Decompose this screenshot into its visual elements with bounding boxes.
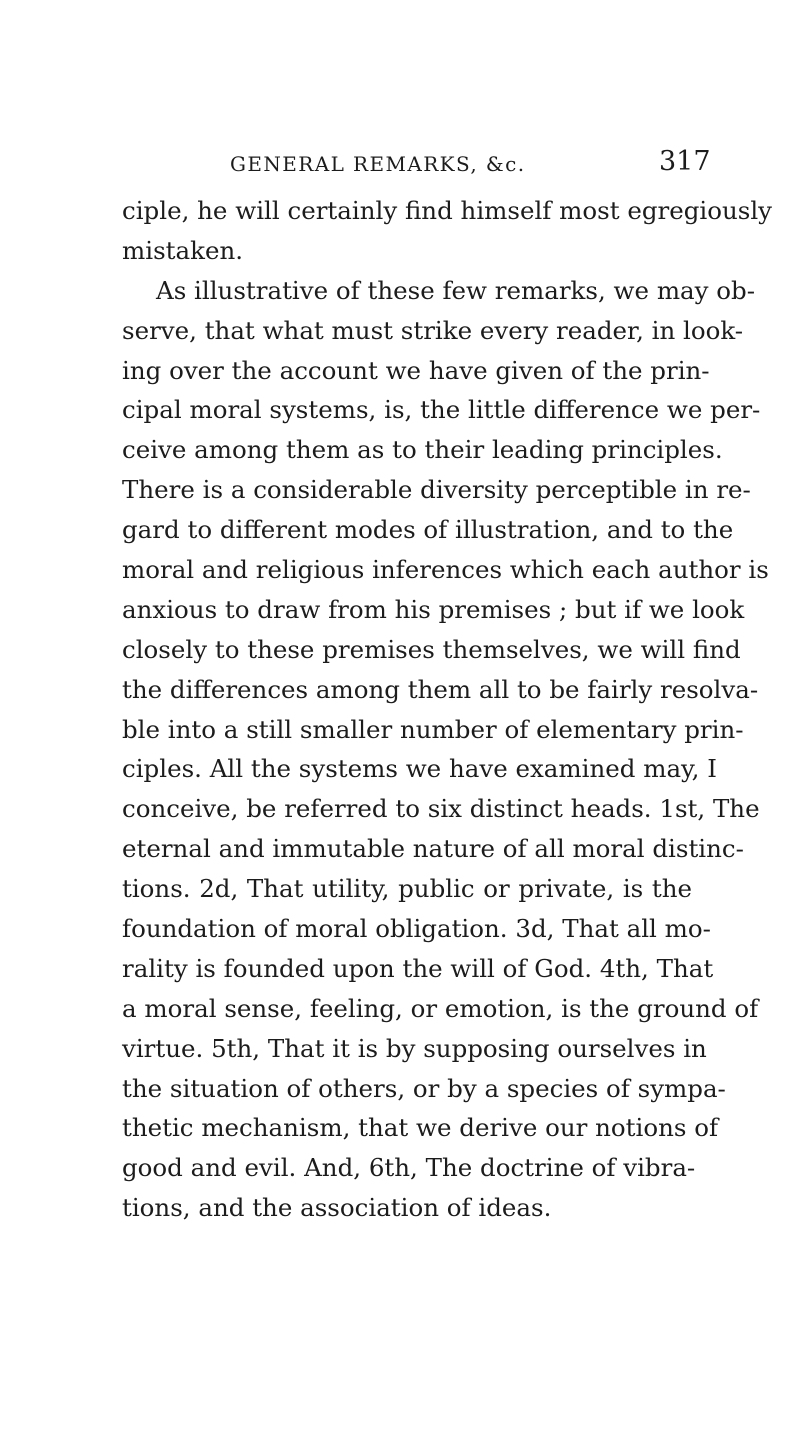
text-line: serve, that what must strike every reader, in look- bbox=[122, 315, 744, 345]
text-line: virtue. 5th, That it is by supposing ourselves in bbox=[122, 1033, 707, 1063]
text-line: moral and religious inferences which each author is bbox=[122, 555, 769, 585]
text-line: ciples. All the systems we have examined may, I bbox=[122, 754, 717, 784]
text-line: foundation of moral obligation. 3d, That all mo- bbox=[122, 914, 711, 944]
text-line: good and evil. And, 6th, The doctrine of vibra- bbox=[122, 1153, 696, 1183]
text-line: cipal moral systems, is, the little difference we per- bbox=[122, 395, 761, 425]
text-line: mistaken. bbox=[122, 235, 244, 265]
text-line: the situation of others, or by a species of sympa- bbox=[122, 1073, 726, 1103]
text-line: a moral sense, feeling, or emotion, is the ground of bbox=[122, 993, 759, 1023]
text-line: ble into a still smaller number of elementary prin- bbox=[122, 714, 744, 744]
text-line: ciple, he will certainly find himself most egregiously bbox=[122, 196, 773, 225]
text-line: eternal and immutable nature of all moral distinc- bbox=[122, 834, 744, 864]
text-line: anxious to draw from his premises ; but if we look bbox=[122, 594, 745, 624]
body-text bbox=[122, 191, 773, 1228]
text-line: ceive among them as to their leading principles. bbox=[122, 435, 723, 465]
text-line: tions. 2d, That utility, public or private, is the bbox=[122, 874, 692, 904]
text-line: gard to different modes of illustration, and to the bbox=[122, 515, 734, 545]
text-line: the differences among them all to be fairly resolva- bbox=[122, 674, 759, 704]
text-line: thetic mechanism, that we derive our notions of bbox=[122, 1113, 719, 1143]
page-number: 317 bbox=[659, 146, 711, 177]
text-line: closely to these premises themselves, we will find bbox=[122, 634, 741, 664]
text-line: tions, and the association of ideas. bbox=[122, 1193, 552, 1223]
running-head: GENERAL REMARKS, &c. bbox=[230, 152, 526, 176]
text-line: conceive, be referred to six distinct heads. 1st, The bbox=[122, 794, 760, 824]
text-line: ing over the account we have given of the prin- bbox=[122, 355, 710, 385]
text-line: rality is founded upon the will of God. 4th, That bbox=[122, 953, 714, 983]
text-line: There is a considerable diversity perceptible in re- bbox=[122, 475, 751, 505]
text-line: As illustrative of these few remarks, we may ob- bbox=[156, 275, 755, 305]
